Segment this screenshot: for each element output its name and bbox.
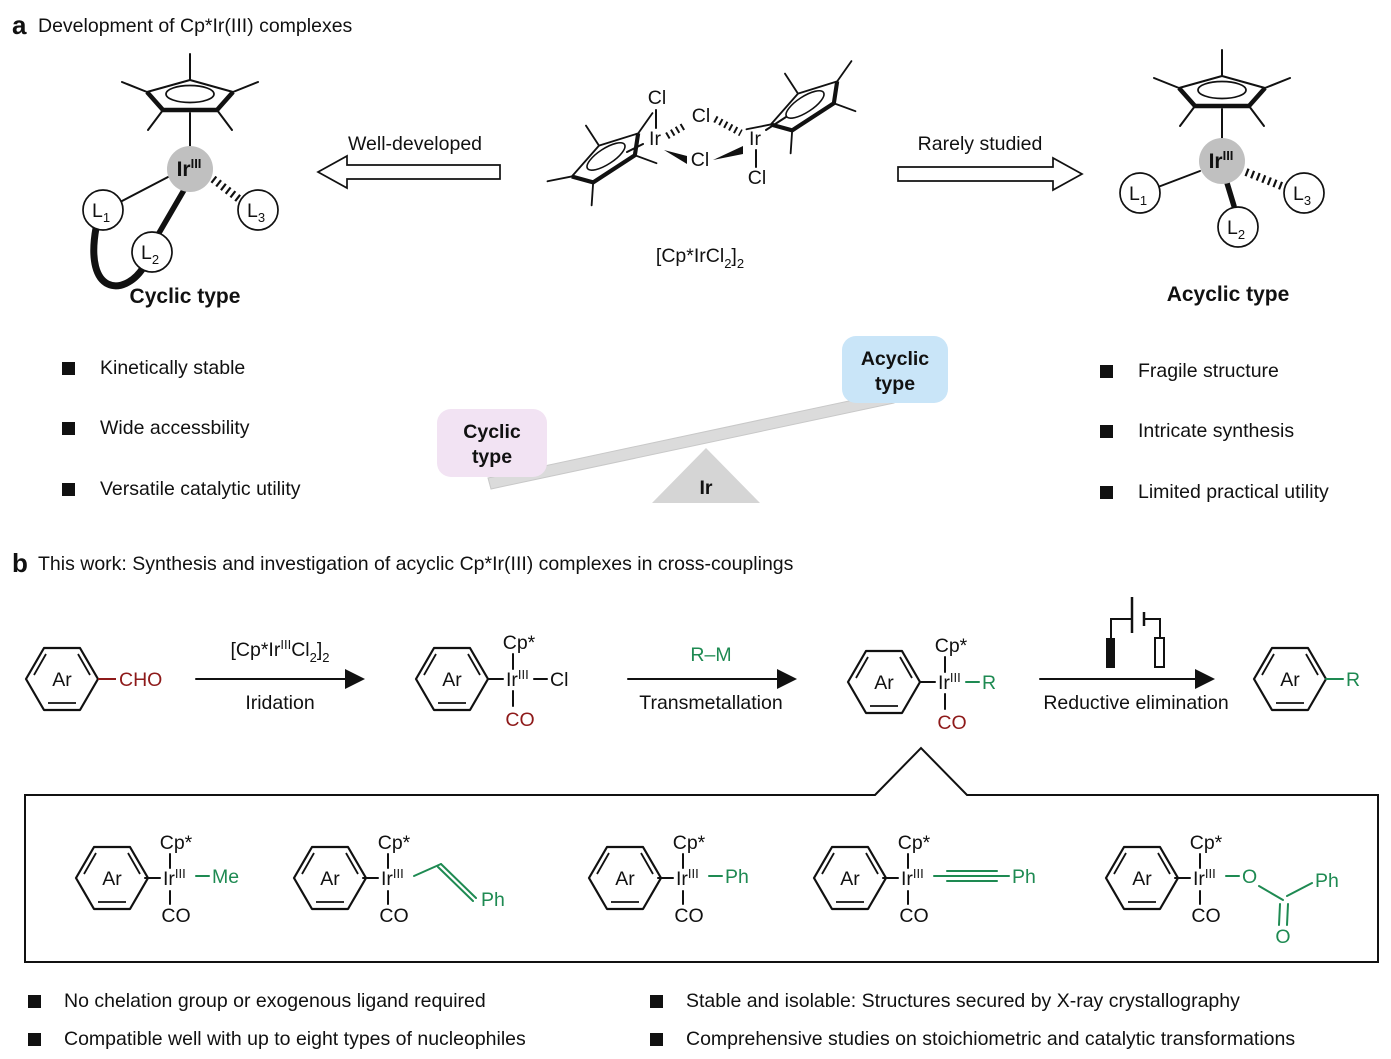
cho-label: CHO	[119, 669, 163, 691]
benefit-list-right	[650, 990, 1295, 1050]
list-item: Versatile catalytic utility	[100, 478, 301, 500]
list-item: Stable and isolable: Structures secured by X-ray crystallography	[686, 990, 1240, 1012]
bullet-square-icon	[1100, 425, 1113, 438]
co-label: CO	[899, 905, 929, 927]
well-developed-arrow	[318, 133, 500, 188]
bullet-square-icon	[62, 362, 75, 375]
ar-label: Ar	[102, 868, 122, 890]
complex-benzoate	[1106, 832, 1339, 948]
ir-label: Ir	[649, 128, 661, 150]
cyclic-point-list	[62, 357, 301, 500]
bonds	[363, 854, 476, 904]
ligand-3-label: $L_3$	[1292, 183, 1312, 208]
list-item: Kinetically stable	[100, 357, 246, 379]
rarely-studied-label: Rarely studied	[917, 133, 1043, 155]
rarely-studied-arrow	[898, 133, 1082, 190]
cp-star-label: Cp*	[672, 832, 706, 854]
bullet-square-icon	[62, 483, 75, 496]
complex-scope-box	[25, 748, 1378, 962]
acyclic-box-label: Acyclic	[860, 348, 930, 370]
transmetallation-step	[628, 644, 794, 714]
cyclic-box-label: Cyclic	[463, 421, 521, 443]
panel-b-title: This work: Synthesis and investigation of acyclic Cp*Ir(III) complexes in cross-couplings	[38, 553, 794, 575]
panel-a	[12, 10, 1329, 503]
co-label: CO	[379, 905, 409, 927]
complex-styryl	[294, 832, 505, 927]
cyclic-box-label: type	[471, 446, 513, 468]
reductive-elimination-step	[1040, 597, 1229, 714]
cyclic-caption: Cyclic type	[129, 285, 241, 308]
iridation-step	[196, 637, 362, 714]
ir-label: $Ir^{III}$	[1193, 866, 1216, 890]
list-item: No chelation group or exogenous ligand required	[64, 990, 486, 1012]
fulcrum-label: Ir	[699, 477, 713, 499]
bullet-square-icon	[1100, 486, 1113, 499]
acyclic-box-label: type	[874, 373, 916, 395]
complex-methyl	[76, 832, 239, 927]
ir-label: $Ir^{III}$	[506, 667, 529, 691]
ligand-2-label: $L_2$	[1226, 217, 1246, 242]
step1-reagent: $[Cp*Ir^{III}Cl_2]_2$	[230, 637, 330, 665]
seesaw-graphic	[437, 336, 948, 503]
panel-a-title: Development of Cp*Ir(III) complexes	[38, 15, 353, 37]
list-item: Compatible well with up to eight types of nucleophiles	[64, 1028, 526, 1050]
phenyl-label: Ph	[725, 866, 749, 888]
cp-star-label: Cp*	[377, 832, 411, 854]
ligand-1-label: $L_1$	[1128, 183, 1148, 208]
co-label: CO	[161, 905, 191, 927]
bullet-square-icon	[650, 1033, 663, 1046]
ligand-1-label: $L_1$	[91, 200, 111, 225]
ir-label: $Ir^{III}$	[1208, 148, 1234, 173]
cp-star-label: Cp*	[897, 832, 931, 854]
cp-star-label: Cp*	[934, 635, 968, 657]
benefit-list-left	[28, 990, 526, 1050]
ester-oxygen-label: O	[1242, 866, 1258, 888]
list-item: Comprehensive studies on stoichiometric and catalytic transformations	[686, 1028, 1296, 1050]
r-label: R	[1346, 669, 1361, 691]
cpir-dimer-structure	[533, 40, 875, 271]
co-label: CO	[937, 712, 967, 734]
step2-reagent: R–M	[690, 644, 732, 666]
step2-name: Transmetallation	[639, 692, 783, 714]
panel-b-tag: b	[12, 548, 28, 578]
list-item: Intricate synthesis	[1138, 420, 1295, 442]
ar-label: Ar	[1132, 868, 1152, 890]
list-item: Wide accessbility	[100, 417, 250, 439]
cyclic-complex-structure	[83, 54, 278, 308]
ir-label: Ir	[749, 128, 761, 150]
step3-name: Reductive elimination	[1043, 692, 1229, 714]
bullet-square-icon	[1100, 365, 1113, 378]
methyl-label: Me	[212, 866, 240, 888]
bullet-square-icon	[62, 422, 75, 435]
cl-label: Cl	[550, 669, 569, 691]
bullet-square-icon	[28, 1033, 41, 1046]
list-item: Fragile structure	[1138, 360, 1279, 382]
ligand-2-label: $L_2$	[140, 242, 160, 267]
well-developed-label: Well-developed	[347, 133, 483, 155]
phenyl-label: Ph	[1315, 870, 1339, 892]
ar-label: Ar	[1280, 669, 1300, 691]
cp-star-label: Cp*	[502, 632, 536, 654]
ar-label: Ar	[615, 868, 635, 890]
ar-label: Ar	[52, 669, 72, 691]
block-arrow-left-icon	[318, 156, 500, 188]
phenyl-label: Ph	[1012, 866, 1036, 888]
step1-name: Iridation	[245, 692, 315, 714]
ir-label: $Ir^{III}$	[176, 156, 202, 181]
list-item: Limited practical utility	[1138, 481, 1329, 503]
complex-alkynyl	[814, 832, 1036, 927]
phenyl-label: Ph	[481, 889, 505, 911]
ar-label: Ar	[442, 669, 462, 691]
co-label: CO	[1191, 905, 1221, 927]
carbonyl-oxygen-label: O	[1275, 926, 1291, 948]
acyclic-point-list	[1100, 360, 1329, 503]
cl-label: Cl	[647, 87, 667, 109]
cp-star-label: Cp*	[159, 832, 193, 854]
ir-label: $Ir^{III}$	[163, 866, 186, 890]
co-label: CO	[674, 905, 704, 927]
ar-label: Ar	[320, 868, 340, 890]
block-arrow-right-icon	[898, 158, 1082, 190]
cl-bridge-label: Cl	[691, 105, 711, 127]
acyclic-caption: Acyclic type	[1166, 283, 1290, 306]
bullet-square-icon	[28, 995, 41, 1008]
acyclic-complex-structure	[1120, 50, 1324, 306]
ir-label: $Ir^{III}$	[381, 866, 404, 890]
dimer-formula: $[Cp*IrCl_2]_2$	[655, 245, 745, 271]
cl-label: Cl	[747, 167, 767, 189]
bullet-square-icon	[650, 995, 663, 1008]
ar-label: Ar	[874, 672, 894, 694]
aryl-iridium-chloride-complex	[416, 632, 568, 731]
ligand-3-label: $L_3$	[246, 200, 266, 225]
aryl-r-product	[1254, 648, 1360, 710]
cl-bridge-label: Cl	[690, 149, 710, 171]
cp-star-label: Cp*	[1189, 832, 1223, 854]
ir-label: $Ir^{III}$	[901, 866, 924, 890]
aryl-aldehyde	[26, 648, 162, 710]
ir-label: $Ir^{III}$	[676, 866, 699, 890]
panel-a-tag: a	[12, 10, 27, 40]
panel-b	[12, 548, 1378, 1050]
aryl-iridium-r-complex	[848, 635, 996, 734]
electrolysis-icon	[1106, 597, 1164, 668]
ir-label: $Ir^{III}$	[938, 670, 961, 694]
co-label: CO	[505, 709, 535, 731]
r-label: R	[982, 672, 997, 694]
complex-phenyl	[589, 832, 749, 927]
ar-label: Ar	[840, 868, 860, 890]
